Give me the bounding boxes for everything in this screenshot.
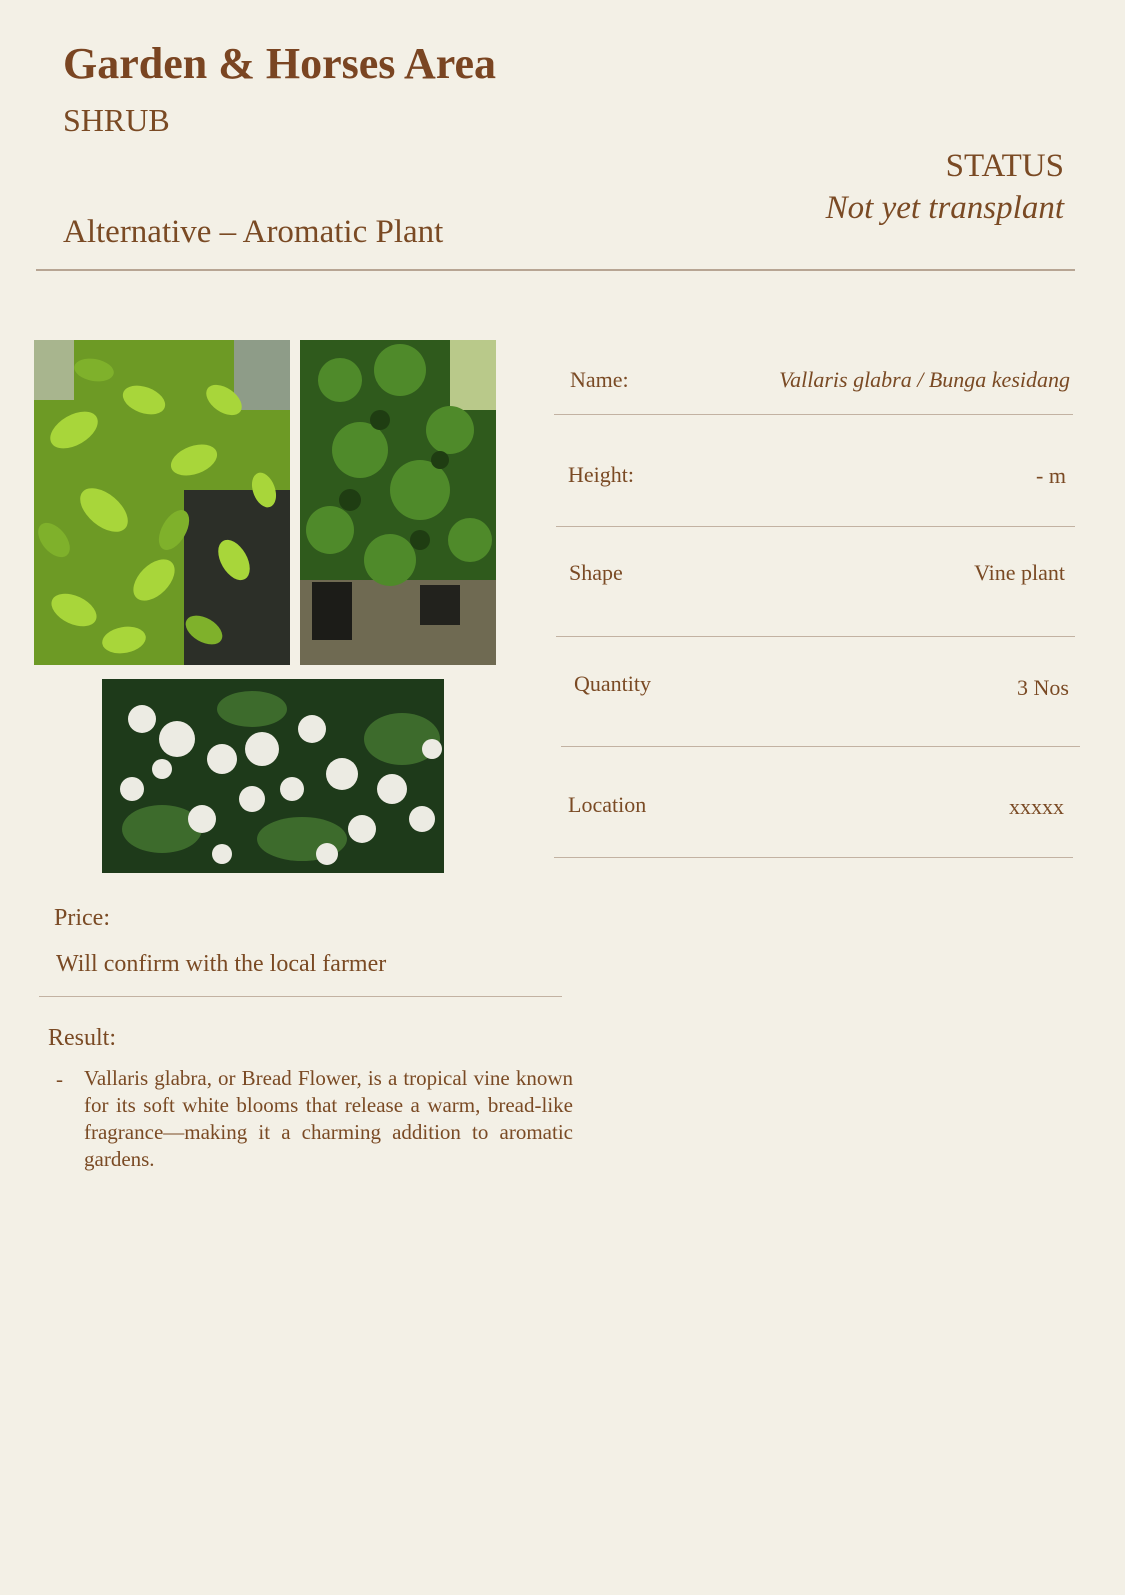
detail-value-name: Vallaris glabra / Bunga kesidang: [779, 367, 1070, 392]
detail-label-shape: Shape: [569, 560, 623, 585]
detail-value-shape: Vine plant: [974, 560, 1065, 585]
plant-photo-flowers: [102, 679, 444, 873]
price-divider: [39, 996, 562, 997]
status-label: STATUS: [945, 148, 1064, 184]
detail-divider: [554, 414, 1073, 415]
detail-divider: [556, 526, 1075, 527]
plant-photo-vine: [300, 340, 496, 665]
plant-subtitle: Alternative – Aromatic Plant: [63, 214, 444, 250]
detail-value-quantity: 3 Nos: [1017, 675, 1069, 700]
page-title: Garden & Horses Area: [63, 39, 497, 88]
detail-label-name: Name:: [570, 367, 629, 392]
price-value: Will confirm with the local farmer: [56, 951, 387, 977]
detail-divider: [554, 857, 1073, 858]
bullet-marker: -: [56, 1067, 63, 1091]
detail-divider: [556, 636, 1075, 637]
detail-label-height: Height:: [568, 462, 634, 487]
price-label: Price:: [54, 905, 110, 931]
header-divider: [36, 269, 1075, 271]
plant-photo-leaves: [34, 340, 290, 665]
detail-value-location: xxxxx: [1009, 794, 1064, 819]
plant-category: SHRUB: [63, 102, 170, 138]
detail-label-quantity: Quantity: [574, 671, 651, 696]
detail-divider: [561, 746, 1080, 747]
detail-value-height: - m: [1036, 463, 1066, 488]
detail-label-location: Location: [568, 792, 647, 817]
status-value: Not yet transplant: [825, 190, 1064, 226]
result-label: Result:: [48, 1025, 117, 1051]
result-description: Vallaris glabra, or Bread Flower, is a tropical vine known for its soft white blooms that release a warm, bread-like fragrance—making it a charming addition to aromatic gardens.: [84, 1066, 573, 1171]
